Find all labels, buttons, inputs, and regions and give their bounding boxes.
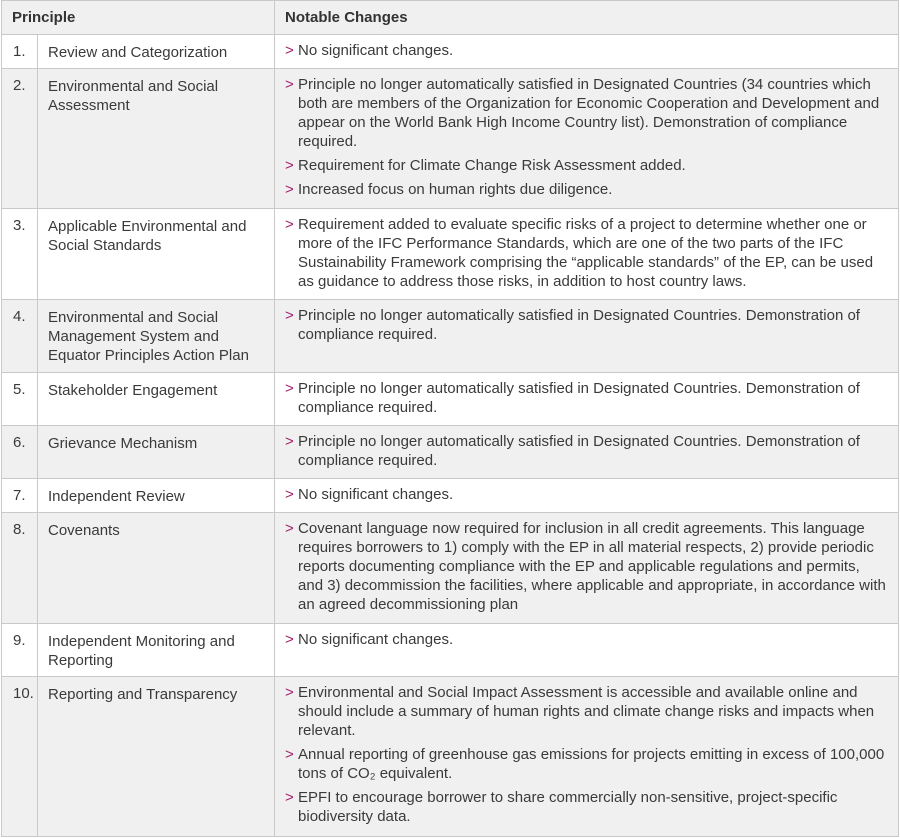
change-text: Annual reporting of greenhouse gas emissions for projects emitting in excess of 100,000 tons of CO₂ equivalent. (298, 746, 885, 782)
notable-changes-cell (275, 209, 899, 300)
change-item (285, 683, 888, 740)
change-text: No significant changes. (298, 631, 454, 648)
principle-name: Independent Monitoring and Reporting (38, 624, 275, 677)
notable-changes-cell (275, 479, 899, 513)
principle-number: 9. (2, 624, 38, 677)
table-row (2, 373, 899, 426)
principle-name: Applicable Environmental and Social Standards (38, 209, 275, 300)
chevron-right-icon: > (285, 631, 294, 648)
table-body (2, 35, 899, 837)
chevron-right-icon: > (285, 42, 294, 59)
change-item (285, 485, 888, 504)
table-row (2, 624, 899, 677)
header-notable-changes: Notable Changes (275, 1, 899, 35)
chevron-right-icon: > (285, 486, 294, 503)
notable-changes-cell (275, 426, 899, 479)
principle-number: 1. (2, 35, 38, 69)
chevron-right-icon: > (285, 307, 294, 324)
header-row (2, 1, 899, 35)
principle-number: 5. (2, 373, 38, 426)
chevron-right-icon: > (285, 181, 294, 198)
change-text: No significant changes. (298, 486, 454, 503)
principle-number: 4. (2, 300, 38, 373)
notable-changes-cell (275, 373, 899, 426)
change-item (285, 630, 888, 649)
change-text: Principle no longer automatically satisfied in Designated Countries. Demonstration of compliance required. (298, 307, 860, 343)
principle-number: 6. (2, 426, 38, 479)
chevron-right-icon: > (285, 433, 294, 450)
table-row (2, 513, 899, 624)
change-item (285, 306, 888, 344)
change-text: Covenant language now required for inclusion in all credit agreements. This language requires borrowers to 1) comply with the EP in all material respects, 2) provide periodic reports documenting compliance with the EP and applicable regulations and permits, and 3) decommission the facilities, where applicable and appropriate, in accordance with an agreed decommissioning plan (298, 520, 886, 613)
table-row (2, 35, 899, 69)
chevron-right-icon: > (285, 520, 294, 537)
chevron-right-icon: > (285, 746, 294, 763)
change-item (285, 75, 888, 151)
table-row (2, 300, 899, 373)
notable-changes-cell (275, 300, 899, 373)
principle-name: Review and Categorization (38, 35, 275, 69)
chevron-right-icon: > (285, 789, 294, 806)
change-item (285, 519, 888, 614)
change-item (285, 180, 888, 199)
change-item (285, 215, 888, 291)
table-row (2, 209, 899, 300)
notable-changes-cell (275, 513, 899, 624)
change-text: Increased focus on human rights due diligence. (298, 181, 613, 198)
principle-number: 10. (2, 677, 38, 837)
change-item (285, 379, 888, 417)
header-principle: Principle (2, 1, 275, 35)
principle-name: Stakeholder Engagement (38, 373, 275, 426)
principles-table (1, 0, 899, 837)
principle-name: Environmental and Social Assessment (38, 69, 275, 209)
chevron-right-icon: > (285, 216, 294, 233)
table-row (2, 677, 899, 837)
principle-number: 8. (2, 513, 38, 624)
change-text: Principle no longer automatically satisfied in Designated Countries. Demonstration of compliance required. (298, 380, 860, 416)
principle-number: 7. (2, 479, 38, 513)
chevron-right-icon: > (285, 380, 294, 397)
notable-changes-cell (275, 624, 899, 677)
change-item (285, 156, 888, 175)
change-text: Requirement added to evaluate specific risks of a project to determine whether one or more of the IFC Performance Standards, which are one of the two parts of the IFC Sustainability Framework comprising the “applicable standards” of the EP, can be used as guidance to address those risks, in addition to host country laws. (298, 216, 874, 290)
principle-name: Reporting and Transparency (38, 677, 275, 837)
change-item (285, 432, 888, 470)
table-row (2, 69, 899, 209)
change-text: No significant changes. (298, 42, 454, 59)
table-row (2, 479, 899, 513)
change-item (285, 745, 888, 783)
principle-name: Independent Review (38, 479, 275, 513)
principle-name: Covenants (38, 513, 275, 624)
notable-changes-cell (275, 35, 899, 69)
principle-name: Environmental and Social Management System and Equator Principles Action Plan (38, 300, 275, 373)
chevron-right-icon: > (285, 157, 294, 174)
change-text: Requirement for Climate Change Risk Assessment added. (298, 157, 686, 174)
chevron-right-icon: > (285, 76, 294, 93)
change-item (285, 788, 888, 826)
principle-name: Grievance Mechanism (38, 426, 275, 479)
table-row (2, 426, 899, 479)
change-item (285, 41, 888, 60)
change-text: Principle no longer automatically satisfied in Designated Countries (34 countries which both are members of the Organization for Economic Cooperation and Development and appear on the World Bank High Income Country list). Demonstration of compliance required. (298, 76, 880, 150)
principle-number: 2. (2, 69, 38, 209)
principle-number: 3. (2, 209, 38, 300)
change-text: EPFI to encourage borrower to share commercially non-sensitive, project-specific biodiversity data. (298, 789, 838, 825)
change-text: Environmental and Social Impact Assessment is accessible and available online and should include a summary of human rights and climate change risks and impacts when relevant. (298, 684, 875, 739)
notable-changes-cell (275, 677, 899, 837)
change-text: Principle no longer automatically satisfied in Designated Countries. Demonstration of compliance required. (298, 433, 860, 469)
notable-changes-cell (275, 69, 899, 209)
chevron-right-icon: > (285, 684, 294, 701)
